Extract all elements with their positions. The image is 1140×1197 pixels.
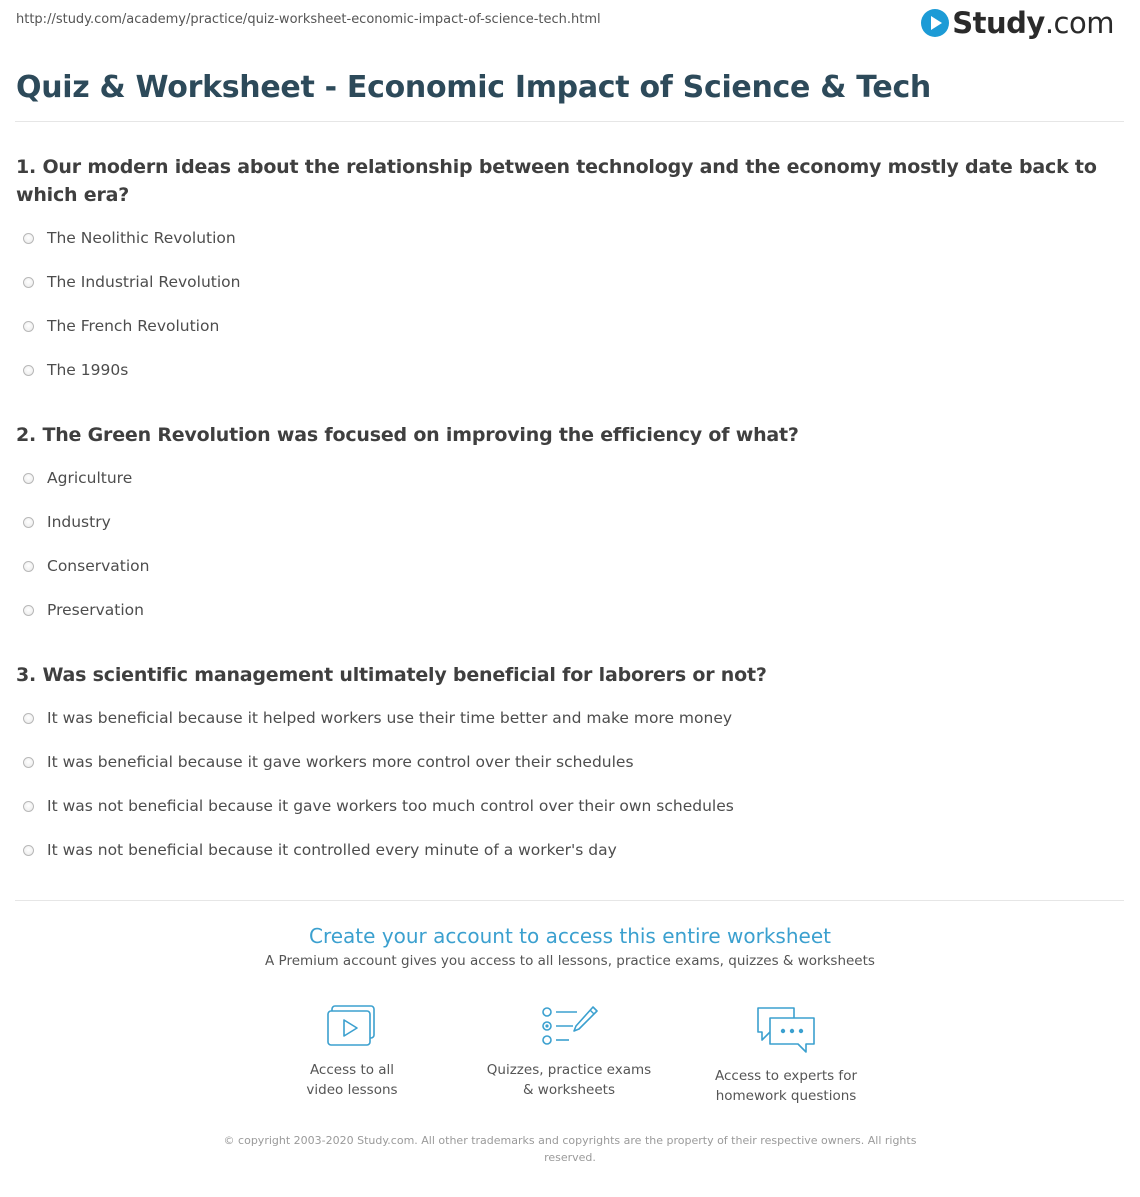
- cta-subtitle: A Premium account gives you access to all lessons, practice exams, quizzes & worksheets: [265, 953, 875, 969]
- page-title: Quiz & Worksheet - Economic Impact of Science & Tech: [16, 70, 931, 105]
- answer-option[interactable]: [23, 270, 240, 294]
- feature-video-lessons: [252, 1004, 452, 1100]
- answer-option[interactable]: [23, 554, 149, 578]
- radio-button[interactable]: [23, 801, 34, 812]
- radio-button[interactable]: [23, 365, 34, 376]
- answer-label: The French Revolution: [47, 317, 220, 335]
- chat-bubbles-icon: [754, 1004, 818, 1054]
- answer-label: The Industrial Revolution: [47, 273, 241, 291]
- answer-label: The 1990s: [47, 361, 129, 379]
- feature-label: Quizzes, practice exams & worksheets: [486, 1062, 652, 1098]
- answer-label: Preservation: [47, 601, 144, 619]
- radio-button[interactable]: [23, 233, 34, 244]
- radio-button[interactable]: [23, 605, 34, 616]
- question-2: 2. The Green Revolution was focused on improving the efficiency of what?: [16, 424, 799, 446]
- copyright-text: © copyright 2003-2020 Study.com. All other trademarks and copyrights are the property of their respective owners. All rights reserved.: [223, 1134, 917, 1164]
- logo-text: Study.com: [952, 6, 1114, 40]
- answer-label: It was beneficial because it helped workers use their time better and make more money: [47, 709, 733, 727]
- radio-button[interactable]: [23, 845, 34, 856]
- answer-label: Industry: [47, 513, 111, 531]
- answer-label: Agriculture: [47, 469, 133, 487]
- answer-option[interactable]: [23, 314, 219, 338]
- play-logo-icon: [921, 9, 949, 37]
- answer-label: It was not beneficial because it gave workers too much control over their own schedules: [47, 797, 734, 815]
- radio-button[interactable]: [23, 713, 34, 724]
- answer-option[interactable]: [23, 706, 732, 730]
- answer-option[interactable]: [23, 358, 128, 382]
- cta-title-link[interactable]: Create your account to access this entire worksheet: [309, 924, 831, 948]
- answer-label: Conservation: [47, 557, 150, 575]
- answer-label: It was not beneficial because it controlled every minute of a worker's day: [47, 841, 617, 859]
- page-url: http://study.com/academy/practice/quiz-worksheet-economic-impact-of-science-tech.html: [16, 12, 601, 27]
- radio-button[interactable]: [23, 277, 34, 288]
- radio-button[interactable]: [23, 517, 34, 528]
- feature-label: Access to all video lessons: [306, 1062, 398, 1098]
- answer-option[interactable]: [23, 598, 144, 622]
- question-3: 3. Was scientific management ultimately beneficial for laborers or not?: [16, 664, 767, 686]
- answer-label: The Neolithic Revolution: [47, 229, 236, 247]
- video-lessons-icon: [326, 1004, 378, 1048]
- question-1: 1. Our modern ideas about the relationship between technology and the economy mostly date back to which era?: [16, 156, 1097, 206]
- answer-option[interactable]: [23, 510, 111, 534]
- study-logo[interactable]: [921, 6, 1114, 40]
- divider: [15, 900, 1124, 901]
- radio-button[interactable]: [23, 321, 34, 332]
- answer-option[interactable]: [23, 838, 617, 862]
- feature-quizzes: [469, 1004, 669, 1100]
- answer-option[interactable]: [23, 794, 734, 818]
- radio-button[interactable]: [23, 473, 34, 484]
- divider: [15, 121, 1124, 122]
- answer-label: It was beneficial because it gave workers more control over their schedules: [47, 753, 634, 771]
- radio-button[interactable]: [23, 561, 34, 572]
- top-bar: [0, 0, 1140, 50]
- answer-option[interactable]: [23, 226, 236, 250]
- feature-label: Access to experts for homework questions: [714, 1068, 857, 1104]
- radio-button[interactable]: [23, 757, 34, 768]
- feature-experts: [686, 1004, 886, 1106]
- quiz-checklist-icon: [539, 1004, 599, 1048]
- answer-option[interactable]: [23, 466, 132, 490]
- answer-option[interactable]: [23, 750, 634, 774]
